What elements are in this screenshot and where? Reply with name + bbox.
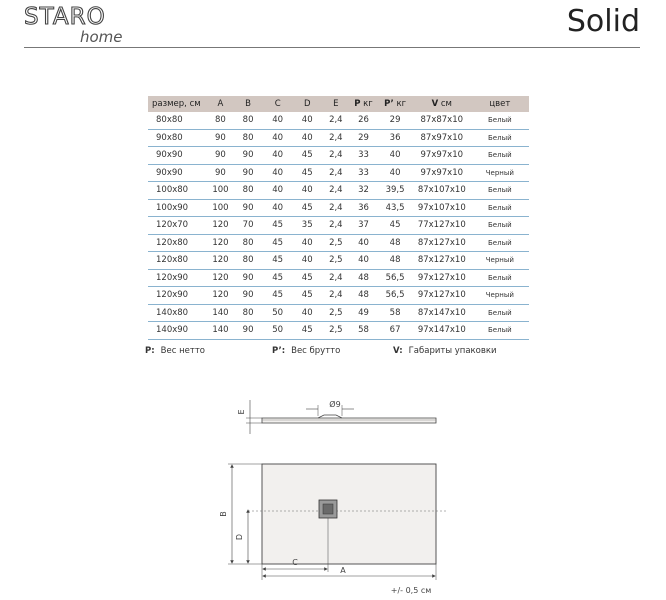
- drain-profile: [318, 415, 342, 418]
- column-header-text: см: [438, 99, 452, 109]
- table-cell: 58: [377, 304, 413, 322]
- column-header-symbol: P: [354, 99, 361, 109]
- table-cell: 140: [208, 322, 234, 340]
- table-cell: 90: [233, 199, 263, 217]
- legend-key: V:: [393, 346, 403, 356]
- table-cell: 120x90: [148, 287, 208, 305]
- column-header-text: цвет: [489, 99, 511, 109]
- table-cell: 140x90: [148, 322, 208, 340]
- table-cell: 2,5: [322, 252, 350, 270]
- table-cell: 90: [233, 322, 263, 340]
- table-cell: 2,4: [322, 129, 350, 147]
- table-cell: 140x80: [148, 304, 208, 322]
- table-cell: 100x90: [148, 199, 208, 217]
- table-cell: 80x80: [148, 112, 208, 129]
- tolerance-note: +/- 0,5 см: [390, 586, 432, 595]
- product-title: Solid: [566, 4, 640, 39]
- table-cell: 80: [233, 304, 263, 322]
- table-cell: 2,4: [322, 269, 350, 287]
- table-cell: 45: [292, 322, 322, 340]
- logo-main-text: STARO: [24, 4, 106, 30]
- tray-side-profile: [262, 418, 436, 423]
- table-cell: 87x107x10: [413, 182, 471, 200]
- table-cell: 67: [377, 322, 413, 340]
- table-cell: 90: [233, 164, 263, 182]
- label-e: E: [237, 409, 246, 415]
- drain-grate-inner: [323, 504, 333, 514]
- column-header-text: B: [245, 99, 252, 109]
- table-cell: 33: [350, 164, 378, 182]
- table-cell: 45: [263, 252, 293, 270]
- column-header-text: размер, см: [152, 99, 201, 109]
- table-cell: 39,5: [377, 182, 413, 200]
- table-cell: 56,5: [377, 269, 413, 287]
- table-cell: 90x90: [148, 164, 208, 182]
- table-cell: 45: [263, 234, 293, 252]
- table-cell: 40: [263, 199, 293, 217]
- column-header-symbol: P’: [384, 99, 394, 109]
- table-cell: 90: [233, 147, 263, 165]
- table-cell: 26: [350, 112, 378, 129]
- column-header-text: C: [274, 99, 281, 109]
- table-cell: 90: [233, 287, 263, 305]
- legend-text: Вес нетто: [160, 346, 205, 356]
- table-cell: 120: [208, 252, 234, 270]
- table-cell: 100x80: [148, 182, 208, 200]
- table-cell: 29: [350, 129, 378, 147]
- table-cell: Черный: [471, 252, 529, 270]
- table-cell: 45: [263, 287, 293, 305]
- table-cell: 120: [208, 217, 234, 235]
- table-cell: Черный: [471, 164, 529, 182]
- table-cell: 40: [292, 234, 322, 252]
- table-cell: 50: [263, 322, 293, 340]
- table-cell: 45: [377, 217, 413, 235]
- column-header-text: кг: [393, 99, 407, 109]
- table-cell: 40: [263, 182, 293, 200]
- table-cell: 2,5: [322, 304, 350, 322]
- table-cell: 120: [208, 287, 234, 305]
- table-cell: 32: [350, 182, 378, 200]
- table-cell: Белый: [471, 234, 529, 252]
- table-cell: 97x107x10: [413, 199, 471, 217]
- tray-top-outline: [262, 464, 436, 564]
- table-cell: 58: [350, 322, 378, 340]
- table-cell: 140: [208, 304, 234, 322]
- table-cell: 80: [233, 112, 263, 129]
- label-a: A: [340, 566, 346, 575]
- table-cell: 40: [263, 164, 293, 182]
- table-cell: 36: [377, 129, 413, 147]
- table-cell: 48: [377, 252, 413, 270]
- table-cell: 36: [350, 199, 378, 217]
- table-cell: 87x147x10: [413, 304, 471, 322]
- table-cell: 77x127x10: [413, 217, 471, 235]
- table-cell: 40: [377, 164, 413, 182]
- table-cell: 45: [292, 147, 322, 165]
- table-cell: 48: [350, 269, 378, 287]
- label-c: C: [292, 558, 298, 567]
- table-cell: Белый: [471, 129, 529, 147]
- table-cell: 87x127x10: [413, 252, 471, 270]
- table-cell: 97x147x10: [413, 322, 471, 340]
- legend-text: Габариты упаковки: [408, 346, 497, 356]
- table-cell: 40: [292, 304, 322, 322]
- table-cell: Черный: [471, 287, 529, 305]
- table-cell: 2,5: [322, 234, 350, 252]
- table-cell: 45: [292, 269, 322, 287]
- table-cell: 40: [292, 252, 322, 270]
- table-cell: 70: [233, 217, 263, 235]
- table-cell: Белый: [471, 147, 529, 165]
- table-cell: 2,4: [322, 217, 350, 235]
- table-cell: 40: [292, 112, 322, 129]
- table-cell: 90: [233, 269, 263, 287]
- legend-text: Вес брутто: [291, 346, 341, 356]
- column-header-text: E: [333, 99, 339, 109]
- table-cell: 2,4: [322, 199, 350, 217]
- table-cell: 48: [350, 287, 378, 305]
- column-header-text: D: [303, 99, 311, 109]
- table-cell: 97x97x10: [413, 164, 471, 182]
- legend-key: P’:: [272, 346, 286, 356]
- table-cell: 2,4: [322, 112, 350, 129]
- table-cell: Белый: [471, 217, 529, 235]
- label-d: D: [235, 533, 244, 541]
- table-cell: 40: [350, 252, 378, 270]
- table-cell: 2,5: [322, 322, 350, 340]
- table-cell: 120x70: [148, 217, 208, 235]
- table-cell: 87x127x10: [413, 234, 471, 252]
- label-b: B: [219, 511, 228, 517]
- table-cell: 120: [208, 269, 234, 287]
- table-cell: 48: [377, 234, 413, 252]
- table-cell: 2,4: [322, 182, 350, 200]
- label-drain-diameter: Ø9: [329, 400, 341, 409]
- column-header-text: A: [217, 99, 224, 109]
- table-cell: 97x127x10: [413, 287, 471, 305]
- table-cell: 45: [292, 164, 322, 182]
- table-cell: 45: [292, 287, 322, 305]
- table-cell: Белый: [471, 182, 529, 200]
- table-cell: 40: [350, 234, 378, 252]
- table-cell: 45: [263, 269, 293, 287]
- table-cell: 120: [208, 234, 234, 252]
- table-cell: 49: [350, 304, 378, 322]
- table-cell: 40: [377, 147, 413, 165]
- side-view: [237, 399, 436, 434]
- table-cell: 40: [292, 182, 322, 200]
- table-cell: 90: [208, 164, 234, 182]
- table-cell: 87x97x10: [413, 129, 471, 147]
- table-cell: Белый: [471, 269, 529, 287]
- table-cell: Белый: [471, 322, 529, 340]
- table-cell: 29: [377, 112, 413, 129]
- table-cell: 80: [233, 234, 263, 252]
- table-cell: Белый: [471, 112, 529, 129]
- table-cell: 100: [208, 199, 234, 217]
- table-cell: Белый: [471, 199, 529, 217]
- table-cell: 43,5: [377, 199, 413, 217]
- table-cell: 33: [350, 147, 378, 165]
- table-cell: 2,4: [322, 164, 350, 182]
- table-cell: 35: [292, 217, 322, 235]
- column-header-text: кг: [360, 99, 373, 109]
- table-cell: 90: [208, 129, 234, 147]
- table-cell: 120x80: [148, 234, 208, 252]
- table-cell: 50: [263, 304, 293, 322]
- table-cell: 90x80: [148, 129, 208, 147]
- table-cell: 80: [233, 182, 263, 200]
- table-cell: 40: [263, 147, 293, 165]
- table-cell: 90x90: [148, 147, 208, 165]
- column-header-symbol: V: [431, 99, 439, 109]
- table-cell: 45: [263, 217, 293, 235]
- table-cell: 37: [350, 217, 378, 235]
- legend-key: P:: [145, 346, 155, 356]
- table-cell: 2,4: [322, 287, 350, 305]
- table-cell: 90: [208, 147, 234, 165]
- logo-sub-text: home: [80, 28, 123, 46]
- table-cell: 40: [263, 112, 293, 129]
- table-cell: 97x97x10: [413, 147, 471, 165]
- table-cell: 40: [263, 129, 293, 147]
- table-cell: 80: [233, 252, 263, 270]
- table-cell: Белый: [471, 304, 529, 322]
- table-cell: 100: [208, 182, 234, 200]
- table-cell: 87x87x10: [413, 112, 471, 129]
- table-cell: 80: [208, 112, 234, 129]
- table-cell: 80: [233, 129, 263, 147]
- table-cell: 120x80: [148, 252, 208, 270]
- table-cell: 120x90: [148, 269, 208, 287]
- table-cell: 2,4: [322, 147, 350, 165]
- table-cell: 40: [292, 129, 322, 147]
- table-cell: 56,5: [377, 287, 413, 305]
- top-view: [219, 464, 446, 595]
- table-cell: 97x127x10: [413, 269, 471, 287]
- table-cell: 45: [292, 199, 322, 217]
